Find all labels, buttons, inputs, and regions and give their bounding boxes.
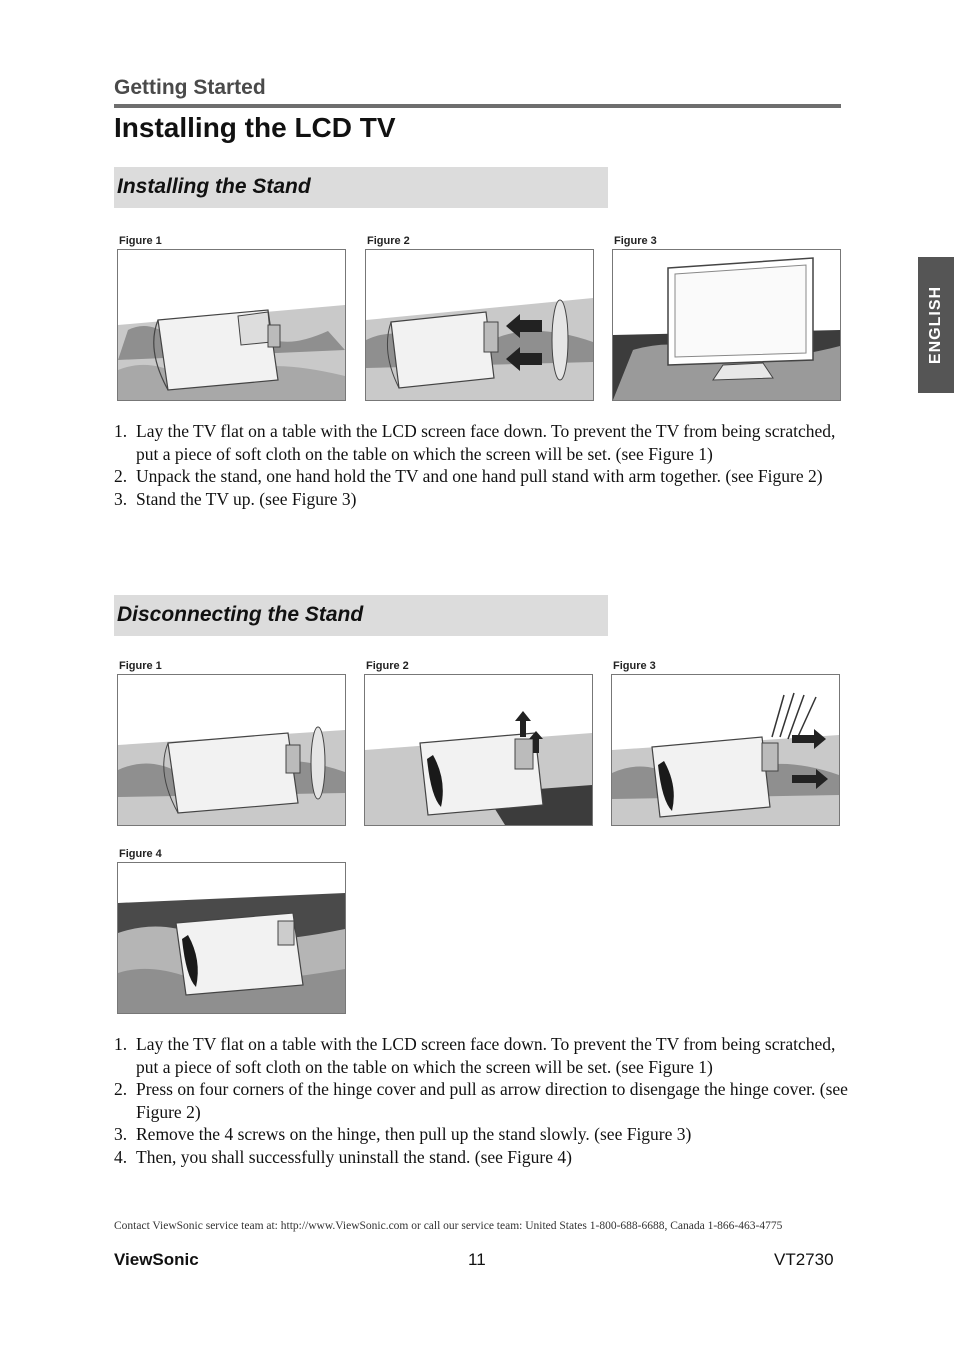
step-text: Lay the TV flat on a table with the LCD screen face down. To prevent the TV from being scratched, put a piece of soft cloth on the table on which the screen will be set. (see Figure 1) [136, 421, 836, 464]
step-item [114, 1123, 854, 1146]
install-figure-1-illustration [117, 249, 346, 401]
step-text: Press on four corners of the hinge cover and pull as arrow direction to disengage the hinge cover. (see Figure 2) [136, 1079, 848, 1122]
figure-label: Figure 3 [614, 235, 657, 247]
disconnect-figure-1-illustration [117, 674, 346, 826]
step-item [114, 420, 854, 465]
step-item [114, 1033, 854, 1078]
stand-removed-illustration [118, 863, 345, 1013]
step-number: 2. [114, 1079, 128, 1099]
tv-with-stand-face-down-illustration [118, 675, 345, 825]
disconnecting-steps [114, 1033, 854, 1168]
section-label: Getting Started [114, 76, 266, 99]
install-figure-3-illustration [612, 249, 841, 401]
disconnect-figure-2-illustration [364, 674, 593, 826]
disconnecting-stand-heading-band [114, 595, 608, 636]
figure-label: Figure 1 [119, 660, 162, 672]
language-tab-label: ENGLISH [927, 285, 944, 365]
screw-removal-illustration [612, 675, 839, 825]
disconnecting-stand-heading: Disconnecting the Stand [117, 603, 364, 626]
step-text: Lay the TV flat on a table with the LCD screen face down. To prevent the TV from being scratched, put a piece of soft cloth on the table on which the screen will be set. (see Figure 1) [136, 1034, 836, 1077]
header-rule [114, 104, 841, 108]
step-number: 1. [114, 421, 128, 441]
language-tab[interactable] [918, 257, 954, 393]
disconnect-figure-4-illustration [117, 862, 346, 1014]
figure-label: Figure 2 [366, 660, 409, 672]
tv-standing-illustration [613, 250, 840, 400]
page-title: Installing the LCD TV [114, 112, 396, 143]
step-item [114, 1146, 854, 1169]
figure-label: Figure 3 [613, 660, 656, 672]
hinge-cover-removal-illustration [365, 675, 592, 825]
contact-line: Contact ViewSonic service team at: http://www.ViewSonic.com or call our service team: United States 1-800-688-6688, Canada 1-866-463-4775 [114, 1220, 783, 1232]
tv-face-down-illustration [118, 250, 345, 400]
footer-brand: ViewSonic [114, 1250, 199, 1269]
step-number: 4. [114, 1146, 128, 1167]
step-item [114, 488, 854, 511]
install-figure-2-illustration [365, 249, 594, 401]
step-number: 3. [114, 1124, 128, 1144]
step-number: 1. [114, 1034, 128, 1054]
step-text: Remove the 4 screws on the hinge, then pull up the stand slowly. (see Figure 3) [136, 1124, 692, 1144]
installing-steps [114, 420, 854, 510]
figure-label: Figure 1 [119, 235, 162, 247]
step-number: 2. [114, 466, 128, 486]
step-text: Stand the TV up. (see Figure 3) [136, 488, 357, 509]
step-item [114, 465, 854, 488]
model-number: VT2730 [774, 1250, 834, 1269]
installing-stand-heading-band [114, 167, 608, 208]
step-text: Unpack the stand, one hand hold the TV and one hand pull stand with arm together. (see Figure 2) [136, 466, 823, 486]
step-number: 3. [114, 488, 128, 509]
step-item [114, 1078, 854, 1123]
page-number: 11 [468, 1250, 486, 1269]
installing-stand-heading: Installing the Stand [117, 175, 311, 198]
step-text: Then, you shall successfully uninstall the stand. (see Figure 4) [136, 1146, 572, 1167]
figure-label: Figure 2 [367, 235, 410, 247]
disconnect-figure-3-illustration [611, 674, 840, 826]
stand-attach-illustration [366, 250, 593, 400]
figure-label: Figure 4 [119, 848, 162, 860]
